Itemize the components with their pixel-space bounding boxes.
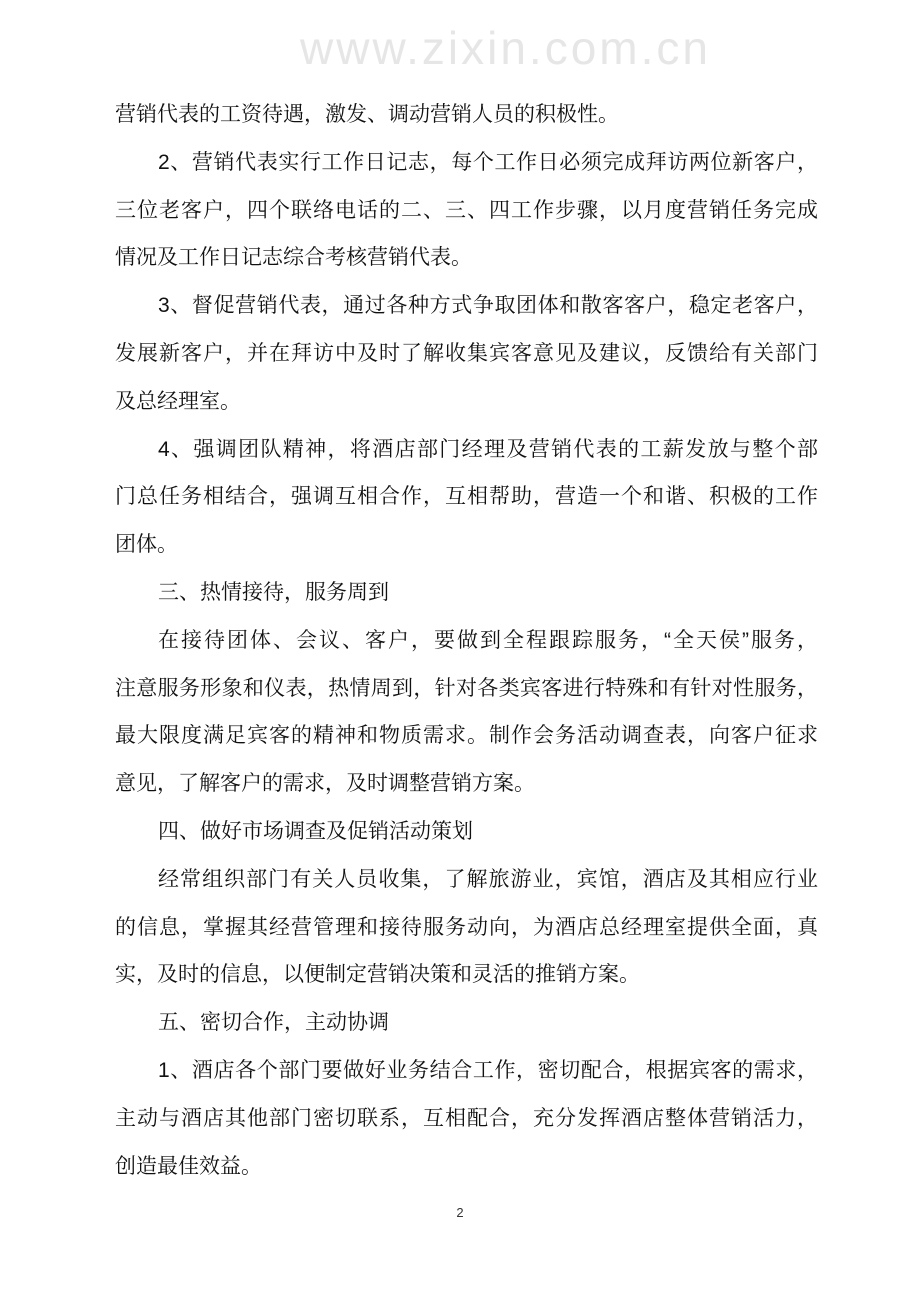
text-line: 注意服务形象和仪表，热情周到，针对各类宾客进行特殊和有针对性服务， [115, 676, 818, 700]
page-number: 2 [456, 1205, 464, 1220]
text-line: 主动与酒店其他部门密切联系，互相配合，充分发挥酒店整体营销活力， [115, 1106, 818, 1130]
text-line: 实，及时的信息，以便制定营销决策和灵活的推销方案。 [115, 963, 640, 987]
text-line: 团体。 [115, 533, 178, 557]
text-line: 三位老客户，四个联络电话的二、三、四工作步骤，以月度营销任务完成 [115, 198, 818, 222]
text-line: 3、督促营销代表，通过各种方式争取团体和散客客户，稳定老客户， [158, 294, 818, 318]
text-line: 最大限度满足宾客的精神和物质需求。制作会务活动调查表，向客户征求 [115, 724, 818, 748]
text-line: 三、热情接待，服务周到 [158, 581, 389, 604]
text-line: 及总经理室。 [115, 389, 241, 413]
text-line: 创造最佳效益。 [115, 1154, 262, 1178]
text-line: 四、做好市场调查及促销活动策划 [158, 820, 473, 843]
text-line: 的信息，掌握其经营管理和接待服务动向，为酒店总经理室提供全面，真 [115, 915, 818, 939]
text-line: 意见，了解客户的需求，及时调整营销方案。 [115, 772, 535, 796]
text-line: 在接待团体、会议、客户，要做到全程跟踪服务，“全天侯”服务， [158, 628, 818, 652]
text-line: 门总任务相结合，强调互相合作，互相帮助，营造一个和谐、积极的工作 [115, 485, 818, 509]
text-line: 2、营销代表实行工作日记志，每个工作日必须完成拜访两位新客户， [158, 150, 818, 174]
text-line: 1、酒店各个部门要做好业务结合工作，密切配合，根据宾客的需求， [158, 1059, 818, 1082]
text-line: 发展新客户，并在拜访中及时了解收集宾客意见及建议，反馈给有关部门 [115, 342, 818, 365]
text-line: 4、强调团队精神，将酒店部门经理及营销代表的工薪发放与整个部 [158, 437, 818, 461]
text-line: 情况及工作日记志综合考核营销代表。 [115, 246, 472, 270]
text-line: 五、密切合作，主动协调 [158, 1011, 389, 1035]
text-line: 营销代表的工资待遇，激发、调动营销人员的积极性。 [115, 103, 619, 126]
text-line: 经常组织部门有关人员收集，了解旅游业，宾馆，酒店及其相应行业 [158, 867, 818, 891]
watermark: www.zixin.com.cn [300, 22, 711, 74]
